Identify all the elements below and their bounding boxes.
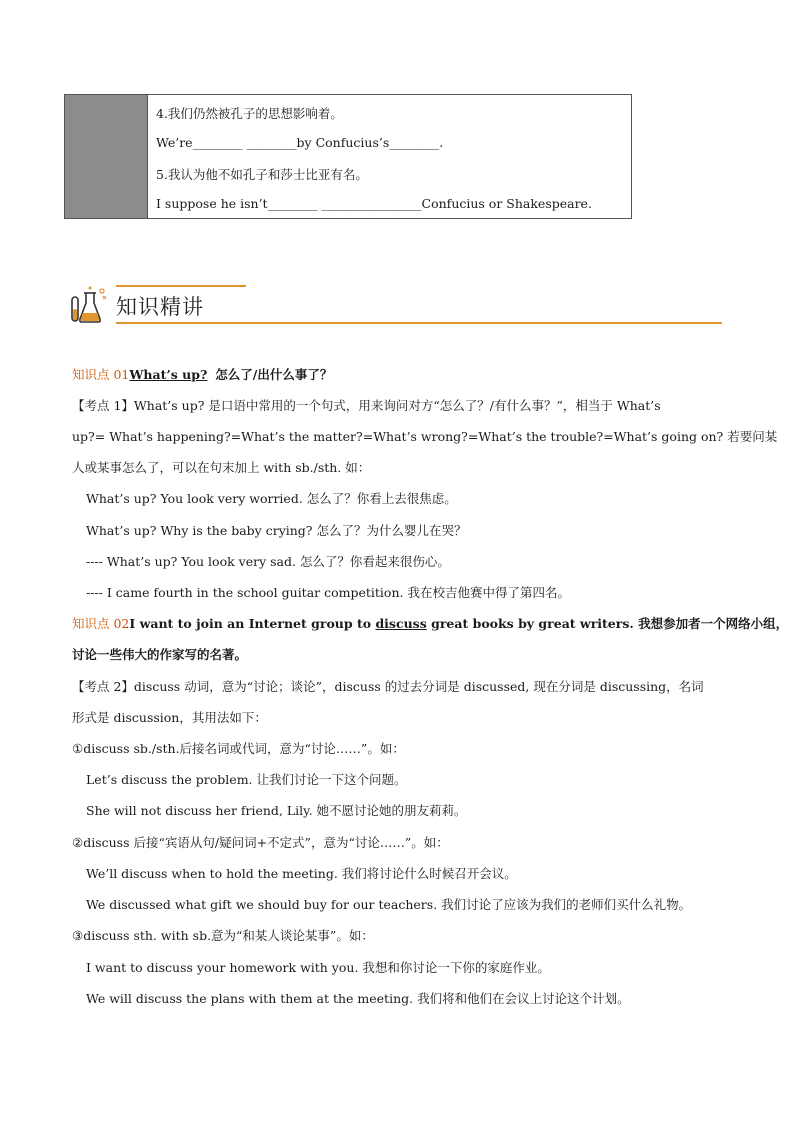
usage-2-example-1: We’ll discuss when to hold the meeting. 我们将讨论什么时候召开会议。 [86,866,517,881]
kp1-example-3: ---- What’s up? You look very sad. 怎么了？你看起来很伤心。 [86,554,450,569]
table-row-3: 5.我认为他不如孔子和莎士比亚有名。 [156,167,368,182]
flask-icon [68,285,110,325]
header-underline [116,322,722,324]
kp1-example-1: What’s up? You look very worried. 怎么了？你看上去很焦虑。 [86,491,457,506]
kp2-heading [72,614,788,632]
kp2-text-2: 形式是 discussion，其用法如下： [72,710,267,725]
table-row-1: 4.我们仍然被孔子的思想影响着。 [156,106,343,121]
kp2-sentence-a: I want to join an Internet group to [129,616,376,631]
table-content-cell [148,95,631,218]
kp2-sentence-2: 讨论一些伟大的作家写的名著。 [72,647,248,662]
usage-3-example-2: We will discuss the plans with them at the meeting. 我们将和他们在会议上讨论这个计划。 [86,991,630,1006]
kp2-text-1: 【考点 2】discuss 动词，意为“讨论；谈论”，discuss 的过去分词是 discussed, 现在分词是 discussing，名词 [72,679,704,694]
kp1-label: 知识点 01 [72,367,130,382]
kp1-example-2: What’s up? Why is the baby crying? 怎么了？为什么婴儿在哭？ [86,523,467,538]
table-row-4: I suppose he isn’t________ ________________Confucius or Shakespeare. [156,196,592,211]
kp1-example-4: ---- I came fourth in the school guitar competition. 我在校吉他赛中得了第四名。 [86,585,570,600]
section-title: 知识精讲 [116,295,204,319]
usage-2-example-2: We discussed what gift we should buy for our teachers. 我们讨论了应该为我们的老师们买什么礼物。 [86,897,692,912]
section-header [68,283,722,327]
kp1-heading [72,365,332,383]
usage-1-example-1: Let’s discuss the problem. 让我们讨论一下这个问题。 [86,772,407,787]
kp2-sentence-keyword: discuss [375,616,427,631]
kp1-meaning: 怎么了/出什么事了？ [215,367,333,382]
kp1-text-1: 【考点 1】What’s up? 是口语中常用的一个句式，用来询问对方“怎么了？/有什么事？”，相当于 What’s [72,398,661,413]
usage-1: ①discuss sb./sth.后接名词或代词，意为“讨论……”。如： [72,741,405,756]
exercise-table [64,94,632,219]
table-row-2: We’re________ ________by Confucius’s________. [156,135,444,150]
header-top-rule [116,285,246,287]
kp2-sentence-b: great books by great writers. 我想参加者一个网络小组， [426,616,789,631]
kp1-phrase: What’s up? [129,367,208,382]
usage-2: ②discuss 后接“宾语从句/疑问词+不定式”，意为“讨论……”。如： [72,835,449,850]
kp2-label: 知识点 02 [72,616,130,631]
kp1-text-2: up?= What’s happening?=What’s the matter?=What’s wrong?=What’s the trouble?=What’s going on? 若要问某 [72,429,778,444]
usage-3: ③discuss sth. with sb.意为“和某人谈论某事”。如： [72,928,374,943]
usage-1-example-2: She will not discuss her friend, Lily. 她不愿讨论她的朋友莉莉。 [86,803,467,818]
kp1-text-3: 人或某事怎么了，可以在句末加上 with sb./sth. 如： [72,460,371,475]
table-side-cell [65,95,148,218]
usage-3-example-1: I want to discuss your homework with you. 我想和你讨论一下你的家庭作业。 [86,960,550,975]
